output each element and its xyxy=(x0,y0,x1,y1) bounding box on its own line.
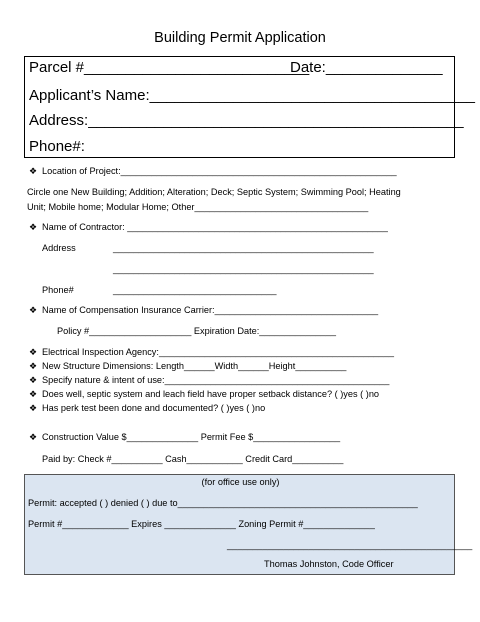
permit-number-field[interactable]: Permit #_____________ Expires ______________ Zoning Permit #______________ xyxy=(28,519,375,529)
structure-dimensions-field[interactable]: New Structure Dimensions: Length______Width______Height__________ xyxy=(42,361,347,371)
location-field[interactable]: Location of Project:______________________________________________________ xyxy=(42,166,397,176)
bullet-icon: ❖ xyxy=(29,305,38,315)
paid-by-field[interactable]: Paid by: Check #__________ Cash___________ Credit Card__________ xyxy=(42,454,344,464)
applicant-info-box xyxy=(24,56,475,158)
policy-field[interactable]: Policy #____________________ Expiration Date:_______________ xyxy=(57,326,336,336)
signature-line[interactable]: ________________________________________________ xyxy=(227,540,473,550)
address-field[interactable]: Address:_____________________________________________ xyxy=(29,112,464,129)
phone-field[interactable]: Phone#: xyxy=(29,138,85,155)
project-type-options[interactable]: Circle one New Building; Addition; Alteration; Deck; Septic System; Swimming Pool; Heating xyxy=(27,187,401,197)
electrical-agency-field[interactable]: Electrical Inspection Agency:______________________________________________ xyxy=(42,347,394,357)
bullet-icon: ❖ xyxy=(29,347,38,357)
construction-value-field[interactable]: Construction Value $______________ Permit Fee $_________________ xyxy=(42,432,341,442)
bullet-icon: ❖ xyxy=(29,361,38,371)
contractor-address-line-2[interactable]: ___________________________________________________ xyxy=(113,264,374,274)
code-officer-name: Thomas Johnston, Code Officer xyxy=(264,559,394,569)
contractor-address-label: Address xyxy=(42,243,76,253)
contractor-phone-label: Phone# xyxy=(42,285,74,295)
nature-of-use-field[interactable]: Specify nature & intent of use:____________________________________________ xyxy=(42,375,390,385)
bullet-icon: ❖ xyxy=(29,166,38,176)
bullet-icon: ❖ xyxy=(29,403,38,413)
bullet-icon: ❖ xyxy=(29,375,38,385)
setback-question[interactable]: Does well, septic system and leach field have proper setback distance? ( )yes ( )no xyxy=(42,389,380,399)
office-use-box xyxy=(24,474,473,575)
bullet-icon: ❖ xyxy=(29,432,38,442)
insurance-carrier-field[interactable]: Name of Compensation Insurance Carrier:________________________________ xyxy=(42,305,379,315)
office-use-heading: (for office use only) xyxy=(201,477,280,487)
contractor-field[interactable]: Name of Contractor: ___________________________________________________ xyxy=(42,222,388,232)
perk-test-question[interactable]: Has perk test been done and documented? ( )yes ( )no xyxy=(42,403,266,413)
bullet-icon: ❖ xyxy=(29,222,38,232)
contractor-address-line-1[interactable]: ___________________________________________________ xyxy=(113,243,374,253)
permit-status-field[interactable]: Permit: accepted ( ) denied ( ) due to_______________________________________________ xyxy=(28,498,418,508)
page-title: Building Permit Application xyxy=(154,30,326,46)
applicant-name-field[interactable]: Applicant’s Name:_______________________________________ xyxy=(29,87,475,104)
project-type-options-cont[interactable]: Unit; Mobile home; Modular Home; Other__________________________________ xyxy=(27,202,369,212)
date-field[interactable]: Date:______________ xyxy=(290,59,443,76)
parcel-field[interactable]: Parcel #___________________________ xyxy=(29,59,310,76)
bullet-icon: ❖ xyxy=(29,389,38,399)
contractor-phone-line[interactable]: ________________________________ xyxy=(113,285,277,295)
